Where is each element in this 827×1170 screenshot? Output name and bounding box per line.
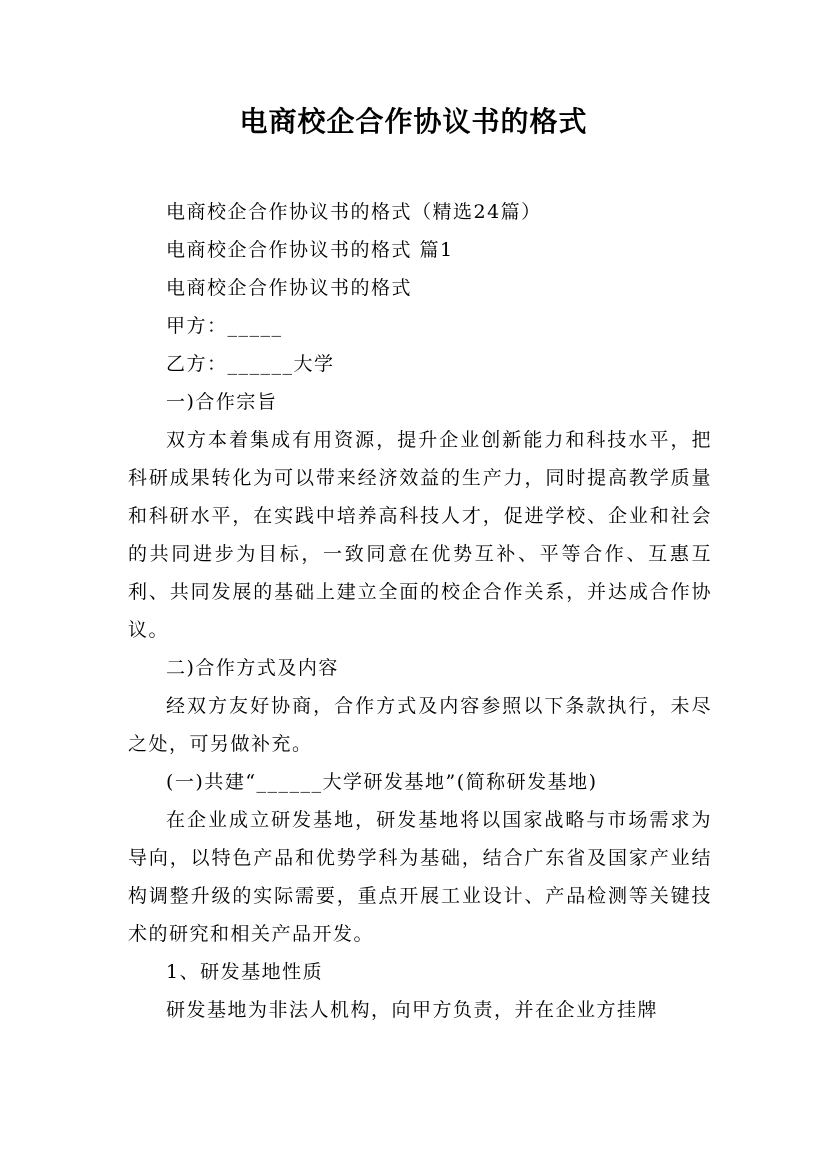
paragraph: 乙方：______大学 (166, 353, 335, 375)
paragraph: 二)合作方式及内容 (166, 657, 339, 679)
document-title: 电商校企合作协议书的格式 (239, 105, 588, 138)
paragraph: 甲方：_____ (166, 315, 283, 337)
paragraph: (一)共建“______大学研发基地”(简称研发基地) (166, 771, 598, 793)
paragraph: 1、研发基地性质 (166, 961, 324, 983)
paragraph: 双方本着集成有用资源，提升企业创新能力和科技水平，把科研成果转化为可以带来经济效益的生产力，同时提高教学质量和科研水平，在实践中培养高科技人才，促进学校、企业和社会的共同进步为目标，一致同意在优势互补、平等合作、互惠互利、共同发展的基础上建立全面的校企合作关系，并达成合作协议。 (128, 429, 712, 641)
paragraph: 电商校企合作协议书的格式 篇1 (166, 239, 454, 261)
paragraph: 电商校企合作协议书的格式（精选24篇） (166, 201, 542, 223)
paragraph: 一)合作宗旨 (166, 391, 278, 413)
paragraph: 经双方友好协商，合作方式及内容参照以下条款执行，未尽之处，可另做补充。 (128, 695, 712, 755)
paragraph: 在企业成立研发基地，研发基地将以国家战略与市场需求为导向，以特色产品和优势学科为基础，结合广东省及国家产业结构调整升级的实际需要，重点开展工业设计、产品检测等关键技术的研究和相关产品开发。 (128, 809, 712, 945)
document-body (128, 193, 712, 1029)
paragraph: 电商校企合作协议书的格式 (166, 277, 413, 299)
paragraph: 研发基地为非法人机构，向甲方负责，并在企业方挂牌 (166, 999, 659, 1021)
